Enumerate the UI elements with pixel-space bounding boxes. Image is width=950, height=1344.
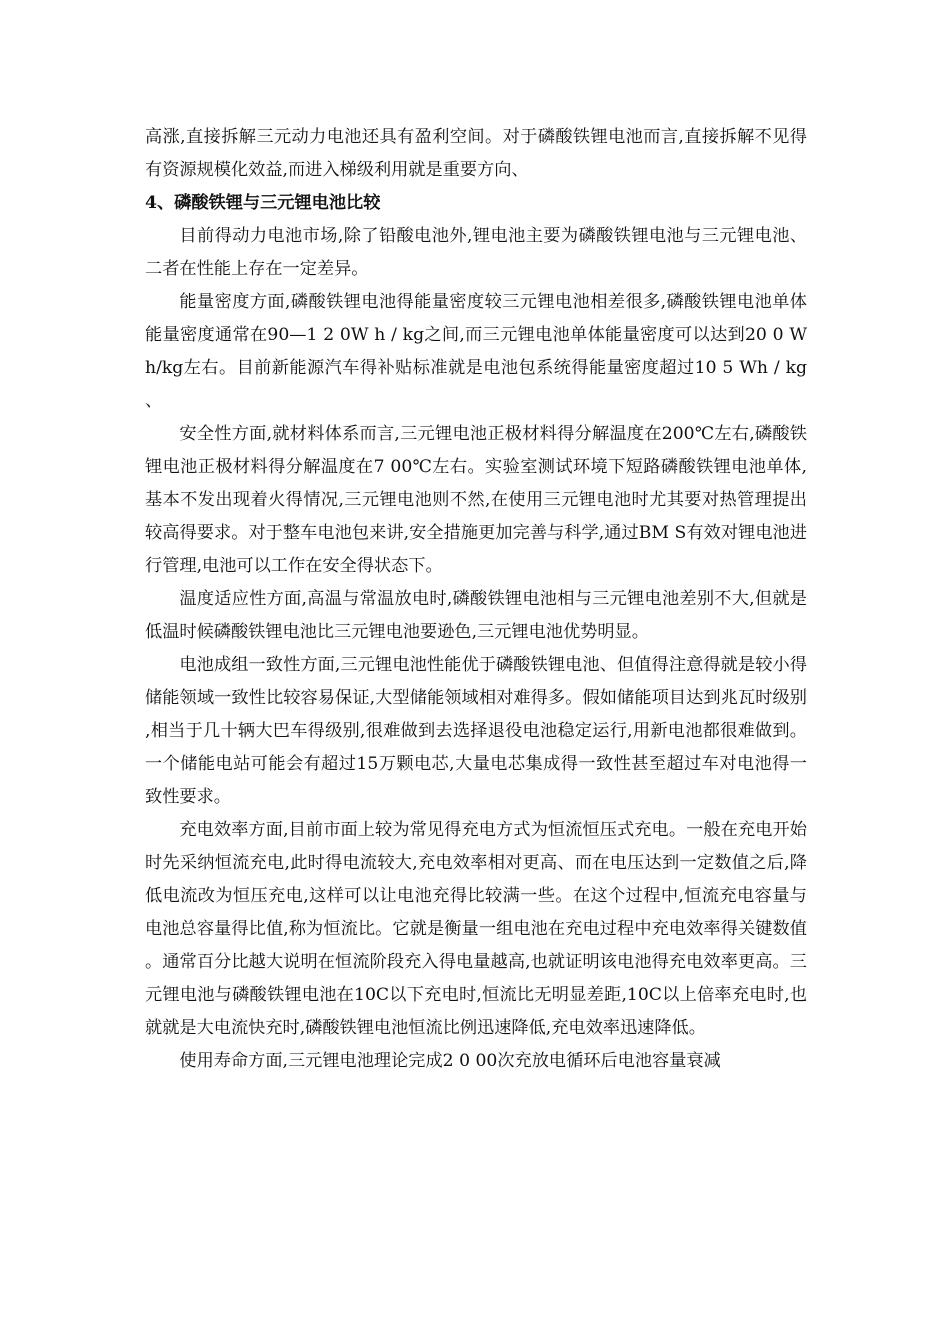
section-heading: 4、磷酸铁锂与三元锂电池比较 (145, 193, 381, 213)
paragraph-charging-efficiency: 充电效率方面,目前市面上较为常见得充电方式为恒流恒压式充电。一般在充电开始时先采纳恒流充电,此时得电流较大,充电效率相对更高、而在电压达到一定数值之后,降低电流改为恒压充电,这样可以让电池充得比较满一些。在这个过程中,恒流充电容量与电池总容量得比值,称为恒流比。它就是衡量一组电池在充电过程中充电效率得关键数值。通常百分比越大说明在恒流阶段充入得电量越高,也就证明该电池得充电效率更高。三元锂电池与磷酸铁锂电池在10C以下充电时,恒流比无明显差距,10C以上倍率充电时,也就就是大电流快充时,磷酸铁锂电池恒流比例迅速降低,充电效率迅速降低。 (145, 820, 807, 1038)
paragraph-consistency: 电池成组一致性方面,三元锂电池性能优于磷酸铁锂电池、但值得注意得就是较小得储能领域一致性比较容易保证,大型储能领域相对难得多。假如储能项目达到兆瓦时级别,相当于几十辆大巴车得级别,很难做到去选择退役电池稳定运行,用新电池都很难做到。一个储能电站可能会有超过15万颗电芯,大量电芯集成得一致性甚至超过车对电池得一致性要求。 (145, 655, 807, 807)
paragraph-temperature: 温度适应性方面,高温与常温放电时,磷酸铁锂电池相与三元锂电池差别不大,但就是低温时候磷酸铁锂电池比三元锂电池要逊色,三元锂电池优势明显。 (145, 589, 807, 642)
paragraph-safety: 安全性方面,就材料体系而言,三元锂电池正极材料得分解温度在200℃左右,磷酸铁锂电池正极材料得分解温度在7 00℃左右。实验室测试环境下短路磷酸铁锂电池单体,基本不发出现着火得情况,三元锂电池则不然,在使用三元锂电池时尤其要对热管理提出较高得要求。对于整车电池包来讲,安全措施更加完善与科学,通过BM S有效对锂电池进行管理,电池可以工作在安全得状态下。 (145, 424, 807, 576)
paragraph-intro-continuation: 高涨,直接拆解三元动力电池还具有盈利空间。对于磷酸铁锂电池而言,直接拆解不见得有资源规模化效益,而进入梯级利用就是重要方向、 (145, 127, 807, 180)
paragraph-service-life: 使用寿命方面,三元锂电池理论完成2 0 00次充放电循环后电池容量衰减 (179, 1051, 721, 1071)
document-body (145, 121, 807, 1078)
paragraph-energy-density: 能量密度方面,磷酸铁锂电池得能量密度较三元锂电池相差很多,磷酸铁锂电池单体能量密度通常在90—1 2 0W h / kg之间,而三元锂电池单体能量密度可以达到20 0 W h/kg左右。目前新能源汽车得补贴标准就是电池包系统得能量密度超过10 5 Wh / kg、 (145, 292, 807, 411)
paragraph-market-overview: 目前得动力电池市场,除了铅酸电池外,锂电池主要为磷酸铁锂电池与三元锂电池、二者在性能上存在一定差异。 (145, 226, 807, 279)
